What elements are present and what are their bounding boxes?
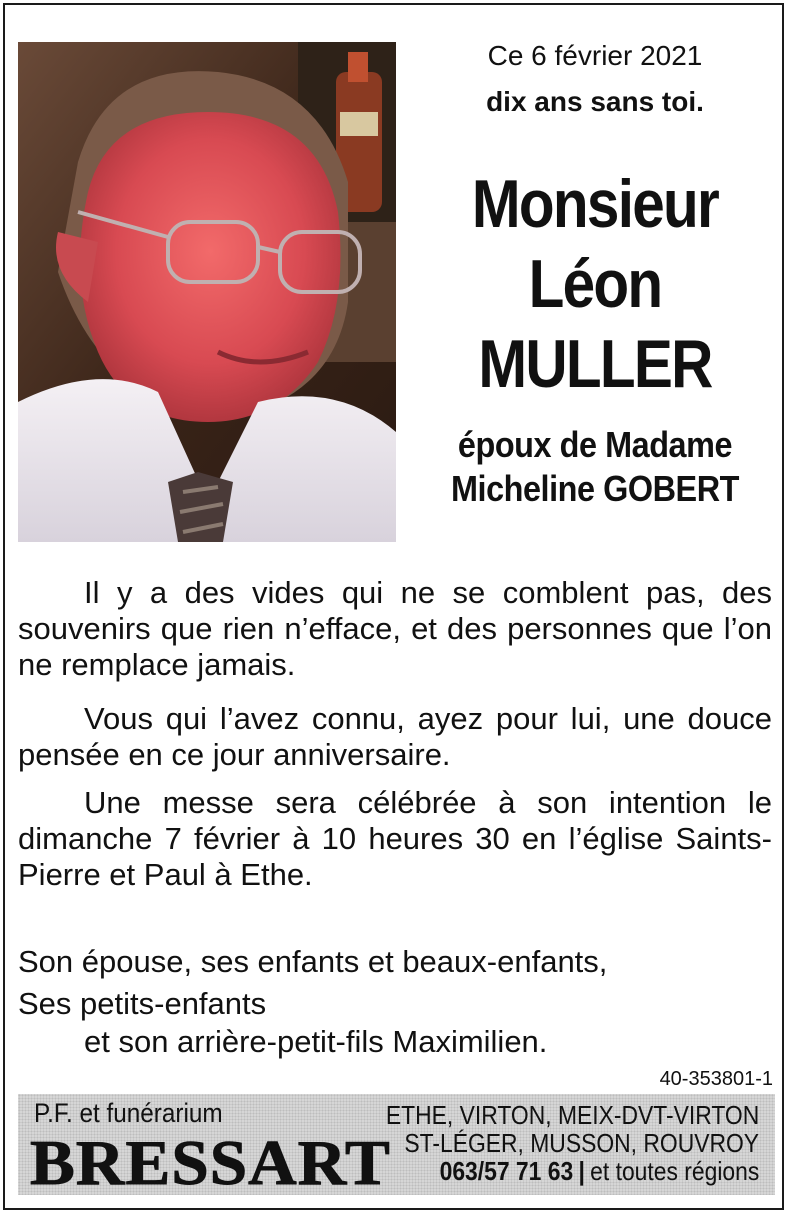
separator: | [578, 1156, 585, 1186]
funeral-home-prefix: P.F. et funérarium [34, 1098, 223, 1128]
spouse-line-1: époux de Madame [457, 424, 733, 465]
deceased-last-name: MULLER [478, 326, 712, 402]
funeral-home-address-1: ETHE, VIRTON, MEIX-DVT-VIRTON [385, 1100, 759, 1130]
portrait-photo [18, 42, 396, 542]
deceased-title: Monsieur [471, 166, 719, 242]
body-paragraph-2-text: Vous qui l’avez connu, ayez pour lui, une douce pensée en ce jour anniversaire. [18, 701, 772, 772]
body-paragraph-1-text: Il y a des vides qui ne se comblent pas, des souvenirs que rien n’efface, et des personnes que l’on ne remplace jamais. [18, 575, 772, 682]
body-paragraph-3-text: Une messe sera célébrée à son intention le dimanche 7 février à 10 heures 30 en l’église Saints-Pierre et Paul à Ethe. [18, 785, 772, 892]
reference-number: 40-353801-1 [659, 1068, 773, 1090]
funeral-home-address-2: ST-LÉGER, MUSSON, ROUVROY [404, 1128, 759, 1158]
funeral-home-banner [18, 1094, 775, 1198]
spouse-line-2: Micheline GOBERT [450, 468, 740, 509]
funeral-home-name: BRESSART [30, 1127, 391, 1198]
deceased-first-name: Léon [528, 246, 662, 322]
family-line-1: Son épouse, ses enfants et beaux-enfants, [18, 944, 608, 979]
funeral-home-phone: 063/57 71 63 [439, 1156, 573, 1186]
family-line-2: Ses petits-enfants [18, 986, 267, 1021]
tagline: dix ans sans toi. [486, 86, 704, 117]
family-line-3: et son arrière-petit-fils Maximilien. [84, 1024, 548, 1059]
funeral-home-regions: et toutes régions [589, 1156, 759, 1186]
body-paragraph-2 [18, 701, 772, 773]
body-paragraph-1 [18, 575, 772, 683]
body-paragraph-3 [18, 785, 772, 893]
funeral-home-contact [439, 1156, 759, 1187]
anniversary-date: Ce 6 février 2021 [487, 40, 703, 71]
